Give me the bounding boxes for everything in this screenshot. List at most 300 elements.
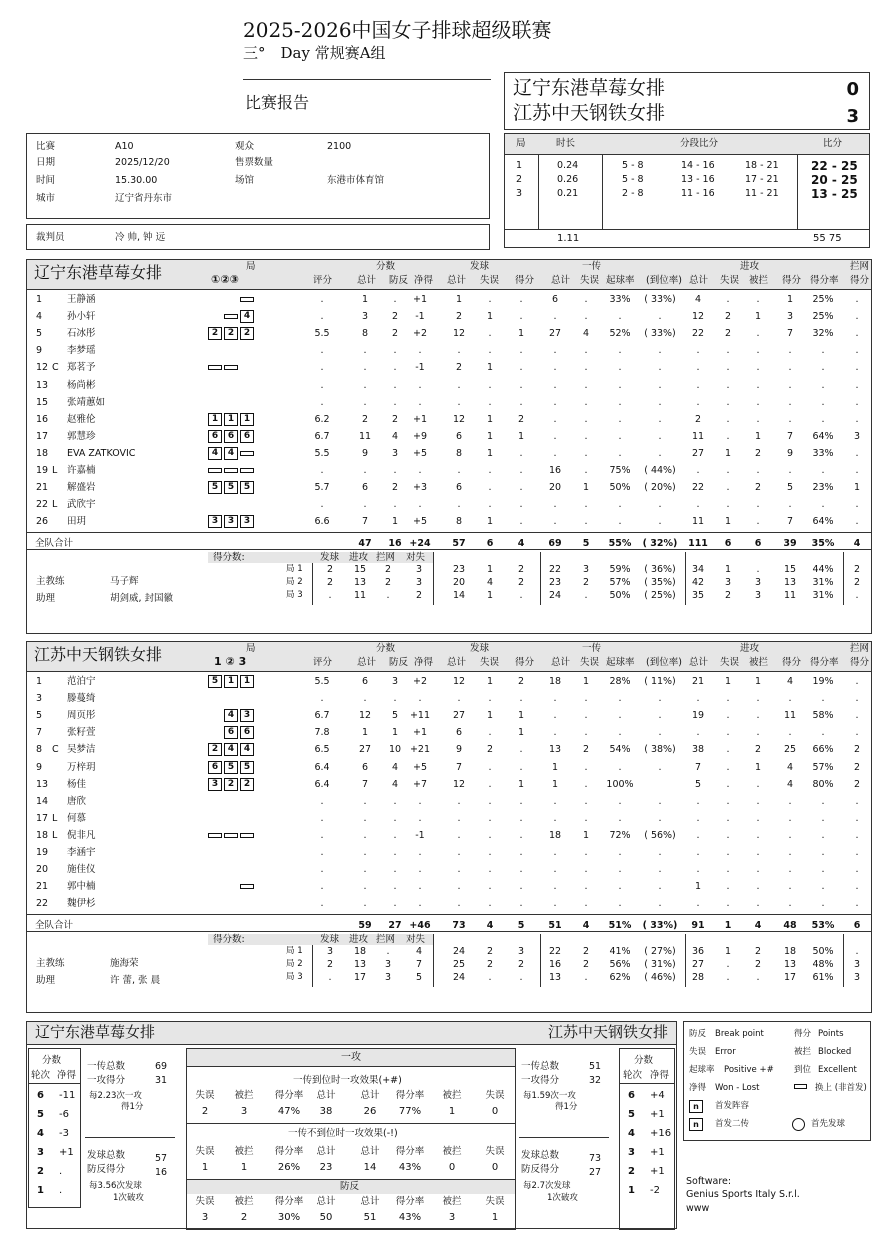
stat-cell: . [726, 693, 730, 705]
starting-position: 3 [208, 778, 222, 791]
total-cell: 47 [358, 538, 372, 550]
player-number: 7 [36, 727, 43, 739]
col-header: 失误 [720, 275, 740, 286]
stat-cell: . [855, 795, 859, 807]
by-set-rule [433, 552, 434, 605]
sideout-col: 失误 [195, 1146, 215, 1157]
player-name: 郭慧珍 [67, 430, 96, 442]
stat-value: 31 [155, 1075, 168, 1086]
stat-cell: . [726, 396, 730, 408]
stat-cell: +1 [412, 413, 428, 425]
stat-cell: . [363, 864, 367, 876]
col-header: 得分 [782, 275, 802, 286]
stat-cell: . [519, 516, 523, 528]
first-serve-icon [792, 1118, 805, 1131]
stat-cell: 5.7 [314, 482, 330, 494]
sideout-cell: 43% [398, 1212, 422, 1223]
col-header: 起球率 [606, 275, 635, 286]
player-number: 9 [36, 345, 43, 357]
stat-cell: . [553, 413, 557, 425]
stat-cell: 1 [486, 311, 494, 323]
col-header: 得分 [850, 657, 870, 668]
col-header: 被拦 [749, 657, 769, 668]
stat-cell: . [756, 294, 760, 305]
sideout-title: 一攻 [341, 1052, 361, 1063]
by-set-cell: 31% [812, 590, 834, 602]
stat-cell: . [756, 465, 760, 476]
stat-cell: . [618, 362, 622, 374]
stat-cell: . [821, 465, 825, 476]
stat-cell: 1 [724, 676, 732, 687]
stat-cell: . [393, 693, 397, 705]
player-row [29, 776, 872, 793]
player-row [29, 861, 872, 878]
legend-val: 首发二传 [715, 1119, 750, 1129]
stat-cell: 6.4 [314, 761, 330, 773]
stat-cell: . [393, 795, 397, 807]
stat-cell: . [756, 727, 760, 739]
stat-cell: . [821, 881, 825, 893]
stat-cell: . [618, 881, 622, 893]
player-name: 魏伊杉 [67, 898, 96, 910]
player-name: 郭中楠 [67, 881, 96, 893]
player-row [29, 724, 872, 741]
software-company: Genius Sports Italy S.r.l. [686, 1189, 800, 1200]
stat-cell: 6 [455, 727, 463, 739]
by-set-cell: 3 [754, 590, 762, 602]
col-header: 总计 [357, 275, 377, 286]
stat-cell: . [393, 362, 397, 374]
stat-cell: . [821, 829, 825, 841]
by-set-cell: 2 [582, 946, 590, 958]
player-row [29, 359, 872, 376]
rotation-a [28, 1048, 81, 1208]
stat-cell: . [618, 812, 622, 824]
stat-cell: 5.5 [314, 676, 330, 687]
stat-cell: . [363, 829, 367, 841]
legend-key: 净得 [689, 1083, 707, 1093]
stat-cell: 5 [694, 778, 702, 790]
by-set-cell: 34 [691, 564, 705, 576]
player-number: 22 [36, 898, 49, 910]
stat-value: 16 [155, 1167, 168, 1178]
sideout-cell: 23 [319, 1162, 333, 1173]
group-header: 分数 [376, 261, 396, 272]
stat-cell: . [393, 898, 397, 910]
rotation-number: 1 [628, 1185, 635, 1196]
total-cell: 53% [811, 920, 835, 932]
stat-cell: . [488, 379, 492, 391]
stat-cell: . [726, 847, 730, 858]
by-set-cell: 2 [582, 959, 590, 971]
sideout-col: 失误 [195, 1196, 215, 1207]
stat-cell: . [488, 328, 492, 340]
stat-cell: +1 [412, 294, 428, 305]
by-set-cell: 5 [415, 972, 423, 984]
stat-cell: . [320, 795, 324, 807]
player-row [29, 291, 872, 308]
stat-value: 51 [589, 1061, 602, 1072]
by-set-cell: 50% [609, 590, 631, 602]
set-label: 局 1 [286, 946, 303, 957]
stat-note: 每2.23次一攻 [89, 1091, 142, 1101]
stat-cell: . [696, 727, 700, 739]
stat-cell: . [457, 499, 461, 511]
legend-val: Error [715, 1047, 736, 1057]
stat-cell: +5 [412, 761, 428, 773]
info-label: 城市 [36, 193, 56, 204]
by-set-cell: 3 [754, 577, 762, 589]
starting-position: 3 [208, 515, 222, 528]
stat-cell: . [584, 447, 588, 459]
sideout-cell: 26 [363, 1106, 377, 1117]
by-set-cell: 59% [609, 564, 631, 576]
by-set-col: 拦网 [376, 934, 396, 946]
col-header: 失误 [480, 275, 500, 286]
stat-cell: 1 [517, 710, 525, 722]
stat-cell: . [696, 864, 700, 876]
sec2-title: 一传不到位时一攻效果(-!) [288, 1128, 398, 1139]
total-rule [27, 914, 871, 915]
stat-cell: . [418, 898, 422, 910]
stat-cell: 25 [783, 744, 797, 756]
sideout-col: 总计 [316, 1196, 336, 1207]
by-set-cell: 1 [724, 564, 732, 576]
stat-cell: 2 [486, 744, 494, 756]
rotation-number: 1 [37, 1185, 44, 1196]
stat-cell: . [393, 499, 397, 511]
stat-cell: . [418, 881, 422, 893]
rotation-number: 2 [628, 1166, 635, 1177]
stat-cell: . [618, 379, 622, 391]
info-label: 场馆 [235, 175, 255, 186]
stat-cell: . [618, 396, 622, 408]
set-number: 1 [516, 160, 523, 171]
stat-cell: -1 [415, 362, 425, 374]
stat-cell: . [457, 465, 461, 476]
stat-cell: . [457, 795, 461, 807]
legend-val: Won - Lost [715, 1083, 760, 1093]
player-row [29, 377, 872, 394]
stat-cell: 27 [691, 447, 705, 459]
stat-cell: . [418, 847, 422, 858]
stat-cell: 75% [609, 465, 631, 476]
stat-cell: 1 [551, 761, 559, 773]
stat-cell: . [788, 864, 792, 876]
stat-cell: . [726, 727, 730, 739]
stat-cell: . [393, 847, 397, 858]
stat-cell: 12 [452, 413, 466, 425]
set-label: 局 3 [286, 590, 303, 601]
group-header: 拦网 [850, 643, 870, 654]
total-cell: 27 [388, 920, 402, 932]
stat-cell: 4 [391, 430, 399, 442]
by-set-cell: 62% [609, 972, 631, 984]
player-name: 解盛岩 [67, 482, 96, 494]
player-number: 9 [36, 761, 43, 773]
assistant-name: 许 蕾, 张 晨 [110, 975, 161, 987]
stat-cell: 4 [786, 778, 794, 790]
stat-cell: 1 [361, 294, 369, 305]
stat-cell: . [584, 345, 588, 357]
by-set-cell: 31% [812, 577, 834, 589]
stat-cell: 22 [691, 328, 705, 340]
stat-cell: . [363, 465, 367, 476]
stat-cell: . [320, 812, 324, 824]
stat-cell: . [855, 294, 859, 305]
stat-cell: . [855, 847, 859, 858]
player-name: 唐欣 [67, 795, 87, 807]
set-duration: 0.24 [557, 160, 579, 171]
by-set-cell: 2 [517, 959, 525, 971]
stat-cell: . [519, 898, 523, 910]
stat-cell: 2 [754, 744, 762, 756]
player-name: 滕蔓绮 [67, 693, 96, 705]
set-partial: 14 - 16 [681, 160, 715, 171]
info-label: 售票数量 [235, 157, 274, 168]
by-set-col: 发球 [320, 552, 340, 564]
stat-cell: ( 33%) [644, 328, 676, 340]
rotation-number: 6 [628, 1090, 635, 1101]
player-number: 13 [36, 379, 49, 391]
sub-marker [240, 468, 254, 473]
player-name: 周页彤 [67, 710, 96, 722]
by-set-cell: 18 [783, 946, 797, 958]
by-set-cell: 3 [724, 577, 732, 589]
by-set-cell: 2 [754, 946, 762, 958]
sideout-cell: 3 [201, 1212, 209, 1223]
stat-cell: 1 [582, 829, 590, 841]
legend-val: Points [818, 1029, 844, 1039]
sec3-title: 防反 [340, 1181, 360, 1192]
starting-position: 5 [208, 675, 222, 688]
starting-position: 6 [240, 726, 254, 739]
sideout-cell: 1 [448, 1106, 456, 1117]
sideout-col: 得分率 [274, 1196, 304, 1207]
stat-cell: . [821, 847, 825, 858]
sideout-col: 总计 [316, 1090, 336, 1101]
stat-cell: +5 [412, 516, 428, 528]
stat-cell: 25% [812, 294, 834, 305]
stat-cell: 72% [609, 829, 631, 841]
stat-cell: . [553, 812, 557, 824]
stat-cell: . [788, 898, 792, 910]
sideout-col: 得分率 [274, 1090, 304, 1101]
legend-val: Excellent [818, 1065, 857, 1075]
stat-cell: +5 [412, 447, 428, 459]
by-set-rule [540, 934, 541, 987]
stat-cell: . [584, 761, 588, 773]
sub-marker [240, 884, 254, 889]
sets-header: 局 [516, 138, 526, 149]
stat-cell: 1 [582, 676, 590, 687]
stat-cell: . [821, 795, 825, 807]
player-number: 21 [36, 881, 49, 893]
player-name: 王静涵 [67, 294, 96, 305]
coach-name: 施海荣 [110, 958, 139, 970]
stat-cell: . [658, 727, 662, 739]
legend-val: Positive +# [724, 1065, 774, 1075]
rotation-col: 净得 [57, 1070, 77, 1081]
player-number: 21 [36, 482, 49, 494]
legend-key: 失误 [689, 1047, 707, 1057]
sideout-col: 总计 [360, 1196, 380, 1207]
stat-cell: . [756, 693, 760, 705]
stat-cell: . [618, 516, 622, 528]
sets-header: 比分 [823, 138, 843, 149]
stat-cell: . [320, 396, 324, 408]
stat-cell: . [726, 379, 730, 391]
player-row [29, 707, 872, 724]
stat-cell: . [658, 430, 662, 442]
player-number: 17 [36, 812, 49, 824]
stat-cell: 7 [786, 516, 794, 528]
col-header: 净得 [414, 275, 434, 286]
player-number: 18 [36, 447, 49, 459]
by-set-cell: 22 [548, 946, 562, 958]
stat-cell: . [658, 447, 662, 459]
starting-position: 5 [240, 761, 254, 774]
stat-cell: 8 [455, 516, 463, 528]
stat-cell: +1 [412, 727, 428, 739]
stat-cell: . [553, 516, 557, 528]
player-row [29, 342, 872, 359]
stat-cell: . [457, 396, 461, 408]
by-set-cell: 4 [486, 577, 494, 589]
stat-label: 一传总数 [521, 1061, 560, 1072]
coach-label: 主教练 [36, 576, 65, 588]
stat-cell: . [726, 430, 730, 442]
stat-cell: . [855, 727, 859, 739]
stat-cell: . [584, 396, 588, 408]
stat-cell: . [756, 864, 760, 876]
rotation-number: 3 [37, 1147, 44, 1158]
stat-cell: . [363, 812, 367, 824]
stat-cell: . [320, 829, 324, 841]
stat-cell: . [788, 396, 792, 408]
stat-cell: . [519, 847, 523, 858]
stat-cell: 22 [691, 482, 705, 494]
starting-position: 6 [208, 430, 222, 443]
stat-cell: 1 [391, 516, 399, 528]
rotation-number: 4 [628, 1128, 635, 1139]
stat-cell: 2 [455, 362, 463, 374]
starting-position: 1 [224, 675, 238, 688]
stat-cell: . [393, 881, 397, 893]
stat-cell: . [363, 693, 367, 705]
col-header: 总计 [551, 657, 571, 668]
by-set-col: 对失 [406, 552, 426, 564]
by-set-cell: ( 46%) [644, 972, 676, 984]
col-header: (到位率) [646, 275, 682, 286]
player-name: 许嘉楠 [67, 465, 96, 476]
total-cell: 48 [783, 920, 797, 932]
stat-cell: . [618, 898, 622, 910]
by-set-cell: 3 [384, 972, 392, 984]
stat-cell: . [618, 447, 622, 459]
starter-icon: n [689, 1100, 703, 1113]
stat-cell: 1 [486, 676, 494, 687]
stat-cell: 1 [486, 447, 494, 459]
stat-cell: . [553, 345, 557, 357]
stat-cell: . [855, 345, 859, 357]
stat-cell: . [457, 847, 461, 858]
stat-cell: . [788, 727, 792, 739]
player-number: 13 [36, 778, 49, 790]
by-set-cell: 20 [452, 577, 466, 589]
col-header: 失误 [480, 657, 500, 668]
stat-cell: . [584, 778, 588, 790]
group-header: 一传 [582, 643, 602, 654]
info-label: 观众 [235, 141, 255, 152]
by-set-cell: 36 [691, 946, 705, 958]
group-header: 进攻 [740, 643, 760, 654]
by-set-cell: . [855, 946, 859, 958]
stat-cell: 2 [853, 778, 861, 790]
starting-position: 6 [224, 726, 238, 739]
rotation-net: +1 [650, 1147, 665, 1158]
stat-value: 32 [589, 1075, 602, 1086]
sideout-col: 得分率 [395, 1146, 425, 1157]
by-set-cell: 25 [452, 959, 466, 971]
stat-cell: 27 [358, 744, 372, 756]
stat-cell: 8 [455, 447, 463, 459]
rotation-number: 5 [628, 1109, 635, 1120]
stat-cell: 6 [361, 761, 369, 773]
by-set-cell: . [386, 590, 390, 602]
stat-cell: . [320, 345, 324, 357]
by-set-cell: 2 [384, 564, 392, 576]
stat-cell: 2 [724, 311, 732, 323]
sideout-cell: 2 [201, 1106, 209, 1117]
total-label: 全队合计 [35, 920, 74, 932]
stat-cell: . [726, 362, 730, 374]
stat-cell: 3 [853, 430, 861, 442]
player-name: 倪非凡 [67, 829, 96, 841]
legend-key: 得分 [794, 1029, 812, 1039]
rotation-net: -11 [59, 1090, 76, 1101]
sideout-col: 得分率 [395, 1196, 425, 1207]
sub-marker [224, 833, 238, 838]
stat-cell: . [320, 693, 324, 705]
stat-cell: . [363, 847, 367, 858]
player-row [29, 445, 872, 462]
by-set-cell: 2 [326, 959, 334, 971]
assistant-name: 胡剑威, 封国徽 [110, 593, 174, 605]
by-set-cell: 2 [517, 577, 525, 589]
player-row [29, 827, 872, 844]
by-set-cell: ( 31%) [644, 959, 676, 971]
stat-cell: . [618, 693, 622, 705]
rotation-col: 净得 [650, 1070, 670, 1081]
stat-cell: . [855, 898, 859, 910]
col-header: 局 [246, 643, 256, 654]
set-partial: 18 - 21 [745, 160, 779, 171]
by-set-cell: 48% [812, 959, 834, 971]
stat-cell: 7 [361, 778, 369, 790]
by-set-cell: . [386, 946, 390, 958]
stat-cell: . [756, 362, 760, 374]
total-row [29, 917, 872, 934]
col-header: 得分率 [810, 657, 839, 668]
stat-cell: . [488, 396, 492, 408]
stat-cell: ( 11%) [644, 676, 676, 687]
player-row [29, 844, 872, 861]
starting-position: 2 [240, 327, 254, 340]
stat-cell: . [363, 379, 367, 391]
stat-cell: 11 [783, 710, 797, 722]
stat-cell: 3 [391, 676, 399, 687]
